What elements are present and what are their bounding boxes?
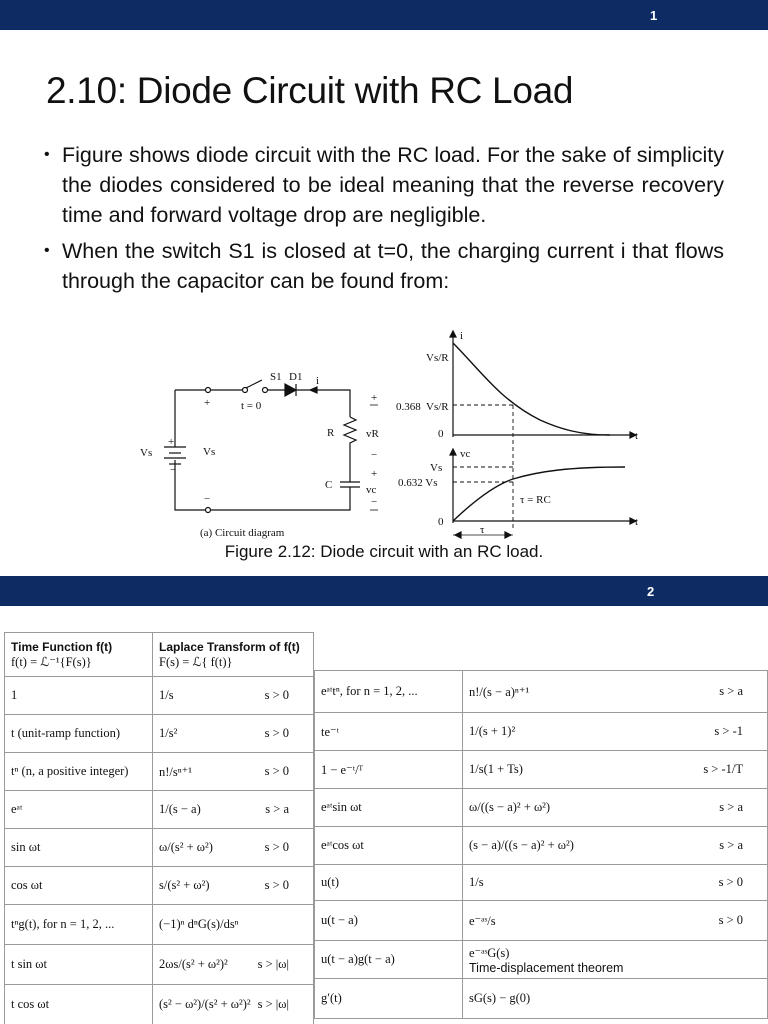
- cell-F: [153, 829, 314, 867]
- table-row: [5, 867, 314, 905]
- cell-f: u(t − a): [315, 901, 463, 941]
- cell-F-value: e⁻ᵃˢG(s): [469, 945, 510, 960]
- header-time-function: Time Function f(t): [11, 639, 113, 654]
- cell-F-value: e⁻ᵃˢ/s: [469, 913, 496, 928]
- cell-F: [463, 865, 768, 901]
- label-vr-minus: −: [371, 449, 378, 461]
- cell-F: [153, 985, 314, 1024]
- label-0632: 0.632 Vs: [398, 477, 438, 489]
- label-vc-plus: +: [371, 468, 378, 480]
- label-vs-minus: −: [170, 464, 177, 476]
- label-tau-rc: τ = RC: [520, 494, 551, 506]
- slide-title: 2.10: Diode Circuit with RC Load: [46, 70, 574, 111]
- table-row: [315, 671, 768, 713]
- cell-f: 1: [5, 677, 153, 715]
- table-row: [5, 905, 314, 945]
- label-r: R: [327, 427, 335, 439]
- cell-F: [463, 751, 768, 789]
- cell-F-value: ω/((s − a)² + ω²): [469, 800, 551, 814]
- cell-cond: s > 0: [718, 875, 743, 889]
- cell-F-value: sG(s) − g(0): [469, 991, 531, 1005]
- table-row: [315, 865, 768, 901]
- waveforms: [450, 331, 639, 538]
- cell-f: eᵃᵗtⁿ, for n = 1, 2, ...: [315, 671, 463, 713]
- table-row: [5, 753, 314, 791]
- cell-f: t (unit-ramp function): [5, 715, 153, 753]
- header-laplace-sub: F(s) = ℒ{ f(t)}: [159, 654, 233, 669]
- cell-f: 1 − e⁻ᵗ/ᵀ: [315, 751, 463, 789]
- cell-cond: s > a: [719, 800, 743, 814]
- bullet-item: [44, 140, 724, 230]
- laplace-table-right: [314, 670, 768, 1019]
- laplace-table-left: [4, 632, 314, 1024]
- figure-caption: Figure 2.12: Diode circuit with an RC load.: [224, 542, 544, 561]
- cell-F: [463, 713, 768, 751]
- cell-F: [153, 715, 314, 753]
- cell-F-value: 1/s: [159, 688, 174, 702]
- table-row: [5, 677, 314, 715]
- bullet-list: [44, 140, 724, 302]
- cell-F-value: 2ωs/(s² + ω²)²: [159, 957, 228, 971]
- cell-F-value: ω/(s² + ω²): [159, 840, 213, 854]
- page-number: 1: [650, 8, 658, 23]
- cell-f: tⁿ (n, a positive integer): [5, 753, 153, 791]
- label-t-axis-vc: t: [635, 516, 639, 528]
- label-zero-i: 0: [438, 428, 444, 440]
- bullet-dot-icon: •: [44, 146, 50, 163]
- table-row: [315, 713, 768, 751]
- label-i-axis: i: [460, 330, 464, 342]
- label-t-axis-i: t: [635, 430, 639, 442]
- cell-f: cos ωt: [5, 867, 153, 905]
- cell-note: Time-displacement theorem: [469, 960, 624, 975]
- table-row: [315, 941, 768, 979]
- table-row: [5, 985, 314, 1024]
- cell-f: eᵃᵗsin ωt: [315, 789, 463, 827]
- header-cell: [5, 633, 153, 677]
- label-0368: 0.368: [396, 401, 421, 413]
- cell-F: [153, 945, 314, 985]
- cell-F-value: 1/s: [469, 875, 484, 889]
- cell-f: g′(t): [315, 979, 463, 1019]
- header-cell: [153, 633, 314, 677]
- table-row: [315, 789, 768, 827]
- label-vs-right: Vs: [203, 446, 216, 458]
- table-row: [315, 827, 768, 865]
- label-vs-over-r: Vs/R: [426, 352, 449, 364]
- circuit-diagram: [164, 380, 378, 513]
- label-vr-plus: +: [371, 392, 378, 404]
- label-terminal-minus: −: [204, 493, 211, 505]
- cell-f: eᵃᵗcos ωt: [315, 827, 463, 865]
- cell-F: [463, 941, 768, 979]
- page-number: 2: [647, 584, 655, 599]
- cell-F: [153, 677, 314, 715]
- cell-F-value: 1/(s − a): [159, 802, 201, 816]
- cell-F: [153, 867, 314, 905]
- bullet-dot-icon: •: [44, 242, 50, 259]
- cell-F-value: (s² − ω²)/(s² + ω²)²: [159, 997, 251, 1011]
- circuit-caption: (a) Circuit diagram: [200, 527, 285, 539]
- label-tau: τ: [480, 524, 485, 536]
- cell-F: [153, 791, 314, 829]
- label-terminal-plus: +: [204, 397, 211, 409]
- cell-F-value: (−1)ⁿ dⁿG(s)/dsⁿ: [159, 917, 239, 931]
- cell-f: t sin ωt: [5, 945, 153, 985]
- cell-cond: s > 0: [718, 912, 743, 927]
- cell-F: [463, 789, 768, 827]
- cell-F: [463, 901, 768, 941]
- slide1-header-bar: [0, 0, 768, 30]
- table-row: [5, 791, 314, 829]
- cell-cond: s > 0: [264, 688, 289, 702]
- label-d1: D1: [289, 371, 303, 383]
- cell-cond: s > a: [719, 838, 743, 852]
- cell-F-value: n!/sⁿ⁺¹: [159, 764, 193, 779]
- cell-f: tⁿg(t), for n = 1, 2, ...: [5, 905, 153, 945]
- cell-cond: s > 0: [264, 878, 289, 892]
- table-row: [5, 715, 314, 753]
- cell-cond: s > a: [265, 802, 289, 816]
- label-vc-axis: vc: [460, 448, 471, 460]
- label-vs-over-r-2: Vs/R: [426, 401, 449, 413]
- slide2-header-bar: [0, 576, 768, 606]
- bullet-text: Figure shows diode circuit with the RC load. For the sake of simplicity the diodes considered to be ideal meaning that the reverse recovery time and forward voltage drop are negligible.: [62, 143, 724, 227]
- cell-cond: s > |ω|: [257, 997, 289, 1011]
- table-row: [315, 979, 768, 1019]
- bullet-text: When the switch S1 is closed at t=0, the charging current i that flows through the capacitor can be found from:: [62, 239, 724, 293]
- cell-cond: s > 0: [264, 763, 289, 778]
- label-t0: t = 0: [241, 400, 262, 412]
- cell-cond: s > |ω|: [257, 957, 289, 971]
- label-vc-minus: −: [371, 496, 378, 508]
- cell-f: u(t): [315, 865, 463, 901]
- label-vs-level: Vs: [430, 462, 443, 474]
- cell-F-value: 1/s(1 + Ts): [469, 762, 523, 776]
- cell-f: t cos ωt: [5, 985, 153, 1024]
- slide-2: [0, 606, 768, 1024]
- slide-1: [0, 30, 768, 576]
- cell-F-value: n!/(s − a)ⁿ⁺¹: [469, 684, 530, 699]
- cell-cond: s > 0: [264, 726, 289, 740]
- cell-F: [463, 827, 768, 865]
- label-c: C: [325, 479, 333, 491]
- cell-f: te⁻ᵗ: [315, 713, 463, 751]
- cell-cond: s > 0: [264, 840, 289, 854]
- header-laplace: Laplace Transform of f(t): [159, 639, 300, 654]
- cell-F: [463, 671, 768, 713]
- cell-f: eᵃᵗ: [5, 791, 153, 829]
- cell-cond: s > -1/T: [703, 762, 743, 776]
- label-zero-vc: 0: [438, 516, 444, 528]
- label-vc: vc: [366, 484, 377, 496]
- table-row: [315, 751, 768, 789]
- label-current-i: i: [316, 375, 320, 387]
- circuit-figure: [130, 325, 650, 540]
- cell-F-value: 1/(s + 1)²: [469, 724, 516, 738]
- bullet-item: [44, 236, 724, 296]
- cell-F-value: 1/s²: [159, 726, 178, 740]
- cell-cond: s > -1: [714, 724, 743, 738]
- cell-f: sin ωt: [5, 829, 153, 867]
- label-vs-plus: +: [168, 436, 175, 448]
- cell-F: [463, 979, 768, 1019]
- cell-cond: s > a: [719, 683, 743, 698]
- table-header-row: [5, 633, 314, 677]
- cell-F: [153, 905, 314, 945]
- header-time-function-sub: f(t) = ℒ⁻¹{F(s)}: [11, 654, 92, 669]
- label-vr: vR: [366, 428, 379, 440]
- cell-F-value: s/(s² + ω²): [159, 878, 210, 892]
- label-s1: S1: [270, 371, 282, 383]
- cell-f: u(t − a)g(t − a): [315, 941, 463, 979]
- label-vs: Vs: [140, 447, 153, 459]
- table-row: [5, 829, 314, 867]
- cell-F: [153, 753, 314, 791]
- table-row: [315, 901, 768, 941]
- cell-F-value: (s − a)/((s − a)² + ω²): [469, 838, 574, 852]
- table-row: [5, 945, 314, 985]
